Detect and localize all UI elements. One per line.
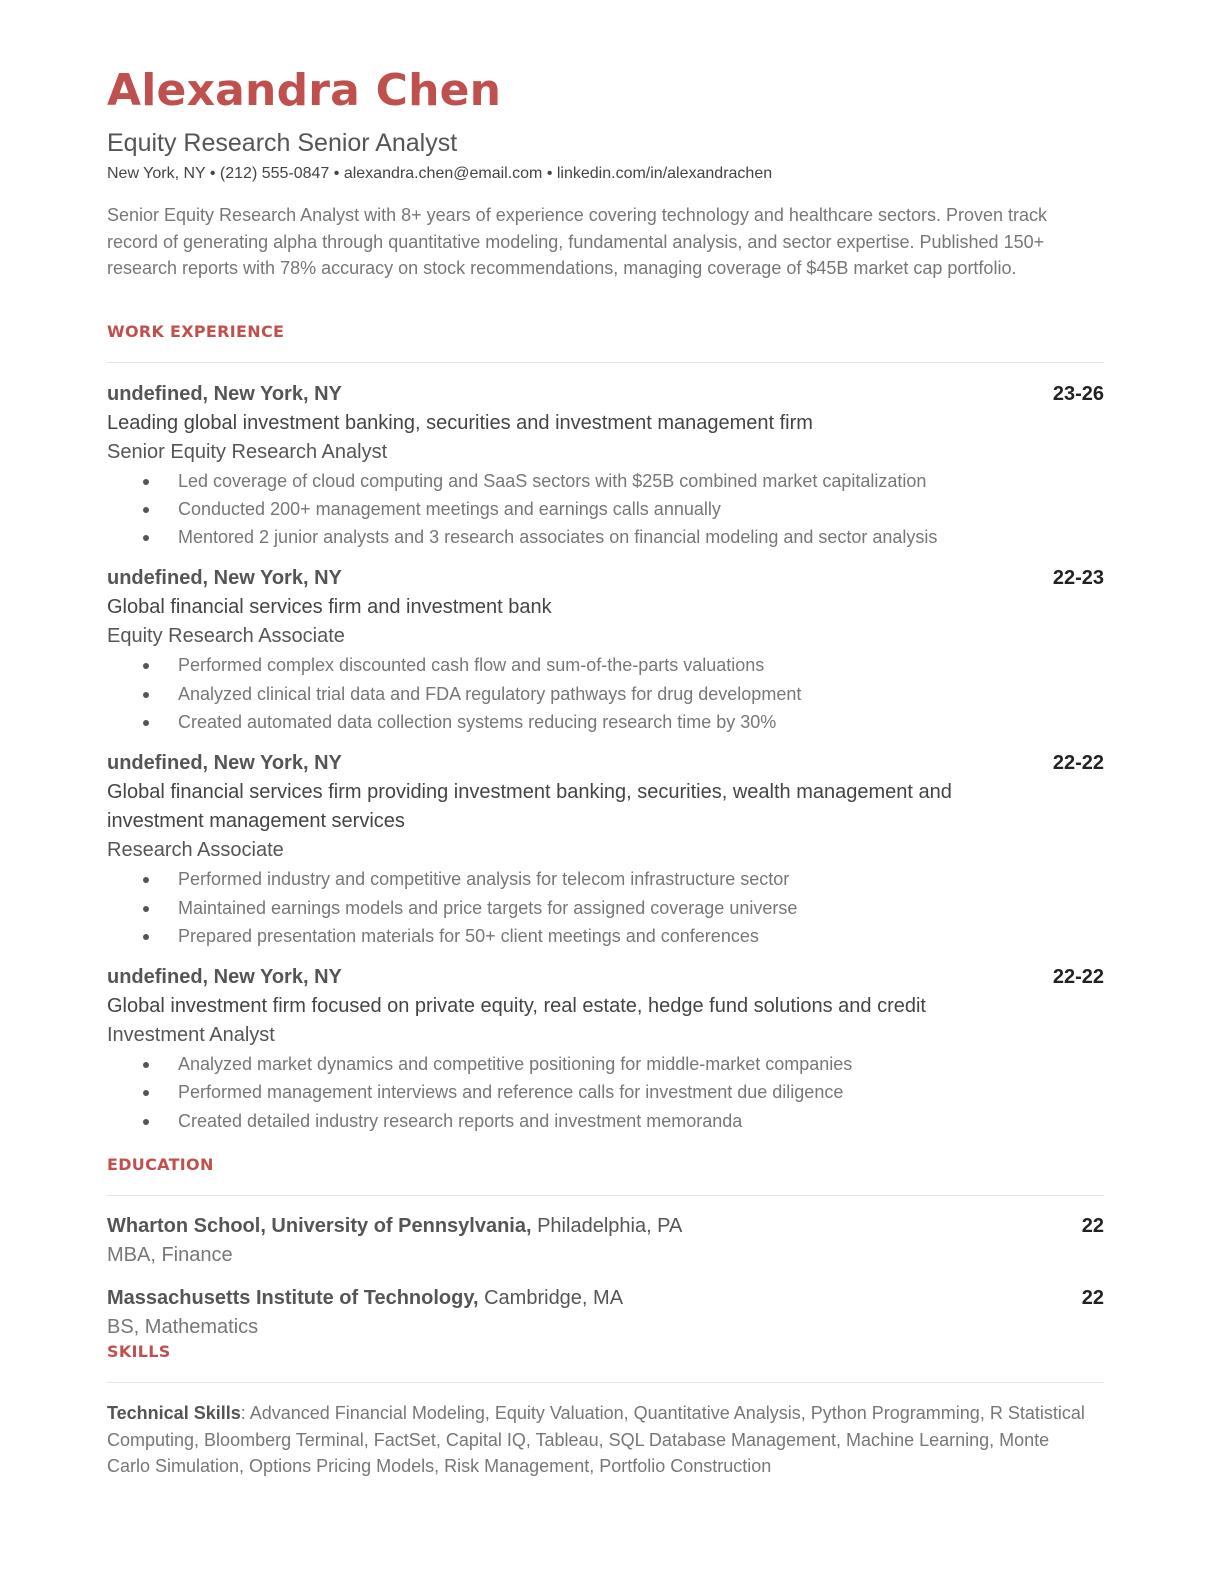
bullet-icon <box>143 535 149 541</box>
section-divider <box>107 1382 1104 1383</box>
skills-separator: : <box>240 1403 250 1424</box>
education-header <box>107 1212 1104 1241</box>
bullet-icon <box>143 906 149 912</box>
section-title-education: EDUCATION <box>107 1155 214 1175</box>
section-divider <box>107 1195 1104 1196</box>
job-header <box>107 749 1104 778</box>
job-header <box>107 564 1104 593</box>
section-divider <box>107 362 1104 363</box>
section-title-skills: SKILLS <box>107 1342 171 1362</box>
job-title: Senior Equity Research Analyst <box>107 440 388 463</box>
list-item <box>107 523 1104 551</box>
education-location: Philadelphia, PA <box>537 1215 683 1238</box>
education-year: 22 <box>1081 1287 1104 1310</box>
job-bullets <box>107 651 1104 736</box>
bullet-icon <box>143 1062 149 1068</box>
education-school: Massachusetts Institute of Technology, <box>107 1287 479 1310</box>
list-item <box>107 495 1104 523</box>
job-entry <box>107 380 1104 552</box>
bullet-icon <box>143 720 149 726</box>
job-dates: 22-22 <box>1052 752 1104 775</box>
job-bullets <box>107 1050 1104 1135</box>
bullet-text: Analyzed market dynamics and competitive positioning for middle-market companies <box>178 1054 853 1075</box>
bullet-icon <box>143 934 149 940</box>
list-item <box>107 1078 1104 1106</box>
job-bullets <box>107 467 1104 552</box>
job-bullets <box>107 865 1104 950</box>
job-entry <box>107 749 1104 950</box>
bullet-text: Performed industry and competitive analysis for telecom infrastructure sector <box>178 869 790 890</box>
bullet-icon <box>143 877 149 883</box>
bullet-text: Performed complex discounted cash flow and sum-of-the-parts valuations <box>178 655 765 676</box>
job-title: Research Associate <box>107 839 284 862</box>
bullet-icon <box>143 692 149 698</box>
list-item <box>107 651 1104 679</box>
job-company: undefined, New York, NY <box>107 567 342 590</box>
bullet-icon <box>143 1090 149 1096</box>
job-company: undefined, New York, NY <box>107 966 342 989</box>
job-entry <box>107 963 1104 1135</box>
resume-content <box>107 62 1104 1480</box>
list-item <box>107 708 1104 736</box>
list-item <box>107 922 1104 950</box>
education-header <box>107 1284 1104 1313</box>
bullet-text: Led coverage of cloud computing and SaaS sectors with $25B combined market capitalization <box>178 470 927 491</box>
bullet-text: Created detailed industry research reports and investment memoranda <box>178 1110 743 1131</box>
list-item <box>107 1050 1104 1078</box>
list-item <box>107 894 1104 922</box>
education-degree: BS, Mathematics <box>107 1316 259 1339</box>
candidate-role: Equity Research Senior Analyst <box>107 129 458 157</box>
skills-label: Technical Skills <box>107 1403 241 1424</box>
job-dates: 22-22 <box>1052 966 1104 989</box>
job-dates: 22-23 <box>1052 567 1104 590</box>
job-title: Equity Research Associate <box>107 625 345 648</box>
bullet-text: Mentored 2 junior analysts and 3 research associates on financial modeling and sector analysis <box>178 527 938 548</box>
job-company-description: Global investment firm focused on private equity, real estate, hedge fund solutions and credit <box>107 995 926 1018</box>
education-location: Cambridge, MA <box>484 1287 624 1310</box>
bullet-text: Maintained earnings models and price targets for assigned coverage universe <box>178 897 798 918</box>
contact-line: New York, NY • (212) 555-0847 • alexandra.chen@email.com • linkedin.com/in/alexandrachen <box>107 165 773 182</box>
skills-paragraph <box>107 1400 1087 1480</box>
bullet-icon <box>143 507 149 513</box>
candidate-name: Alexandra Chen <box>107 65 502 116</box>
job-company-description: Global financial services firm providing investment banking, securities, wealth management and investment management services <box>107 781 952 833</box>
bullet-icon <box>143 663 149 669</box>
professional-summary: Senior Equity Research Analyst with 8+ years of experience covering technology and healthcare sectors. Proven track record of generating alpha through quantitative modeling, fundamental analysis, and sector expertise. Published 150+ research reports with 78% accuracy on stock recommendations, managing coverage of $45B market cap portfolio. <box>107 205 1048 278</box>
skills-list: Advanced Financial Modeling, Equity Valuation, Quantitative Analysis, Python Programming, R Statistical Computing, Bloomberg Terminal, FactSet, Capital IQ, Tableau, SQL Database Management, Machine Learning, Monte Carlo Simulation, Options Pricing Models, Risk Management, Portfolio Construction <box>107 1403 1085 1477</box>
job-company: undefined, New York, NY <box>107 752 342 775</box>
bullet-text: Conducted 200+ management meetings and earnings calls annually <box>178 498 721 519</box>
job-company-description: Leading global investment banking, securities and investment management firm <box>107 411 813 434</box>
job-dates: 23-26 <box>1052 382 1104 405</box>
job-title: Investment Analyst <box>107 1024 275 1047</box>
bullet-text: Prepared presentation materials for 50+ client meetings and conferences <box>178 925 759 946</box>
list-item <box>107 1107 1104 1135</box>
job-header <box>107 380 1104 409</box>
list-item <box>107 865 1104 893</box>
bullet-text: Performed management interviews and reference calls for investment due diligence <box>178 1082 844 1103</box>
job-header <box>107 963 1104 992</box>
job-entry <box>107 564 1104 736</box>
education-degree: MBA, Finance <box>107 1244 233 1267</box>
education-year: 22 <box>1081 1215 1104 1238</box>
list-item <box>107 680 1104 708</box>
job-company: undefined, New York, NY <box>107 382 342 405</box>
job-company-description: Global financial services firm and investment bank <box>107 596 552 619</box>
education-school: Wharton School, University of Pennsylvania, <box>107 1215 532 1238</box>
list-item <box>107 467 1104 495</box>
bullet-text: Created automated data collection systems reducing research time by 30% <box>178 711 777 732</box>
bullet-icon <box>143 479 149 485</box>
education-entry <box>107 1284 1104 1342</box>
bullet-text: Analyzed clinical trial data and FDA regulatory pathways for drug development <box>178 683 802 704</box>
bullet-icon <box>143 1119 149 1125</box>
section-title-work: WORK EXPERIENCE <box>107 321 285 341</box>
education-entry <box>107 1212 1104 1270</box>
